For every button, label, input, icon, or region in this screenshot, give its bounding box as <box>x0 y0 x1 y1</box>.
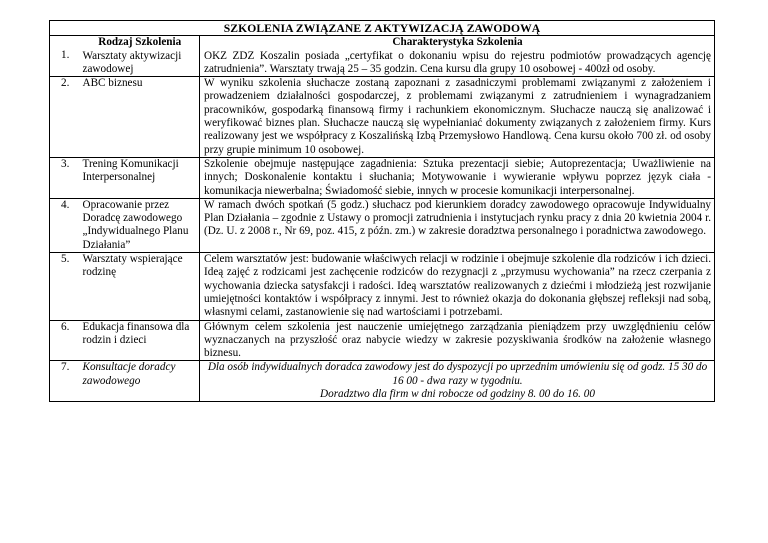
table-row <box>50 198 715 252</box>
row-number: 2. <box>50 77 80 158</box>
table-row <box>50 253 715 320</box>
row-number: 5. <box>50 253 80 320</box>
training-document <box>49 20 714 402</box>
row-number: 6. <box>50 320 80 361</box>
row-number: 4. <box>50 198 80 252</box>
training-description: Dla osób indywidualnych doradca zawodowy jest do dyspozycji po uprzednim umówieniu się od godz. 15 30 do 16 00 - dwa razy w tygodniu. <box>207 361 708 387</box>
training-name: Warsztaty wspierające rodzinę <box>80 253 200 320</box>
table-title: SZKOLENIA ZWIĄZANE Z AKTYWIZACJĄ ZAWODOWĄ <box>50 21 715 36</box>
training-description: Celem warsztatów jest: budowanie właściwych relacji w rodzinie i obejmuje szkolenie dla rodziców i ich dzieci. Ideą zajęć z rodzicami jest zachęcenie rodziców do rezygnacji z „przymusu wychowania” na rzecz czerpania z wychowania dziecka satysfakcji i radości. Ideą warsztatów realizowanych z dziećmi i młodzieżą jest rozwijanie umiejętności kontaktów i współpracy z innymi. Jest to również okazja do dokonania głębszej refleksji nad sobą, własnymi celami, zastanowienie się nad wartościami i potrzebami. <box>200 253 715 320</box>
training-description: W ramach dwóch spotkań (5 godz.) słuchacz pod kierunkiem doradcy zawodowego opracowuje Indywidualny Plan Działania – zgodnie z Ustawy o promocji zatrudnienia i instytucjach rynku pracy z dnia 20 kwietnia 2004 r. (Dz. U. z 2008 r., Nr 69, poz. 415, z późn. zm.) w zakresie doradztwa personalnego i poradnictwa zawodowego. <box>200 198 715 252</box>
training-description: W wyniku szkolenia słuchacze zostaną zapoznani z zasadniczymi problemami związanymi z założeniem i prowadzeniem działalności gospodarczej, z problemami związanymi z zatrudnieniem i wynagradzaniem pracowników, gospodarką finansową firmy i rachunkiem ekonomicznym. Słuchacze nauczą się analizować i weryfikować biznes plan. Słuchacze nauczą się wypełnianiać dokumenty związanych z założeniem firmy. Kurs realizowany jest we współpracy z Koszalińską Izbą Przemysłowo Handlową. Cena kursu około 700 zł. od osoby przy grupie minimum 10 osobowej. <box>200 77 715 158</box>
table-row <box>50 320 715 361</box>
training-description: Szkolenie obejmuje następujące zagadnienia: Sztuka prezentacji siebie; Autoprezentacja; Uważliwienie na innych; Doskonalenie kontaktu i słuchania; Motywowanie i wywieranie wpływu poprzez język ciała - komunikacja niewerbalna; Świadomość siebie, innych w procesie komunikacji interpersonalnej. <box>200 157 715 198</box>
training-name: Opracowanie przez Doradcę zawodowego „Indywidualnego Planu Działania” <box>80 198 200 252</box>
row-number: 3. <box>50 157 80 198</box>
training-name: Trening Komunikacji Interpersonalnej <box>80 157 200 198</box>
training-name-cell <box>80 36 200 77</box>
table-row <box>50 157 715 198</box>
table-row <box>50 77 715 158</box>
training-name: Warsztaty aktywizacji zawodowej <box>82 49 182 75</box>
training-name: ABC biznesu <box>80 77 200 158</box>
column-header-description: Charakterystyka Szkolenia <box>392 36 523 49</box>
row-number: 1. <box>50 36 80 77</box>
table-row <box>50 361 715 402</box>
row-number: 7. <box>50 361 80 402</box>
column-header-name: Rodzaj Szkolenia <box>98 36 182 49</box>
training-description: Głównym celem szkolenia jest nauczenie umiejętnego zarządzania pieniądzem przy uwzględnieniu celów wyznaczanych na przyszłość oraz nabycie wiedzy w zakresie pozyskiwania środków na założenie własnego biznesu. <box>200 320 715 361</box>
title-row <box>50 21 715 36</box>
training-table <box>49 20 715 402</box>
training-description-cell <box>200 361 715 402</box>
training-name: Konsultacje doradcy zawodowego <box>80 361 200 402</box>
training-description-firms: Doradztwo dla firm w dni robocze od godziny 8. 00 do 16. 00 <box>320 388 595 401</box>
training-description: OKZ ZDZ Koszalin posiada „certyfikat o dokonaniu wpisu do rejestru podmiotów prowadzących agencję zatrudnienia”. Warsztaty trwają 25 – 35 godzin. Cena kursu dla grupy 10 osobowej - 400zł od osoby. <box>204 49 712 75</box>
training-name: Edukacja finansowa dla rodzin i dzieci <box>80 320 200 361</box>
table-row <box>50 36 715 77</box>
training-description-cell <box>200 36 715 77</box>
